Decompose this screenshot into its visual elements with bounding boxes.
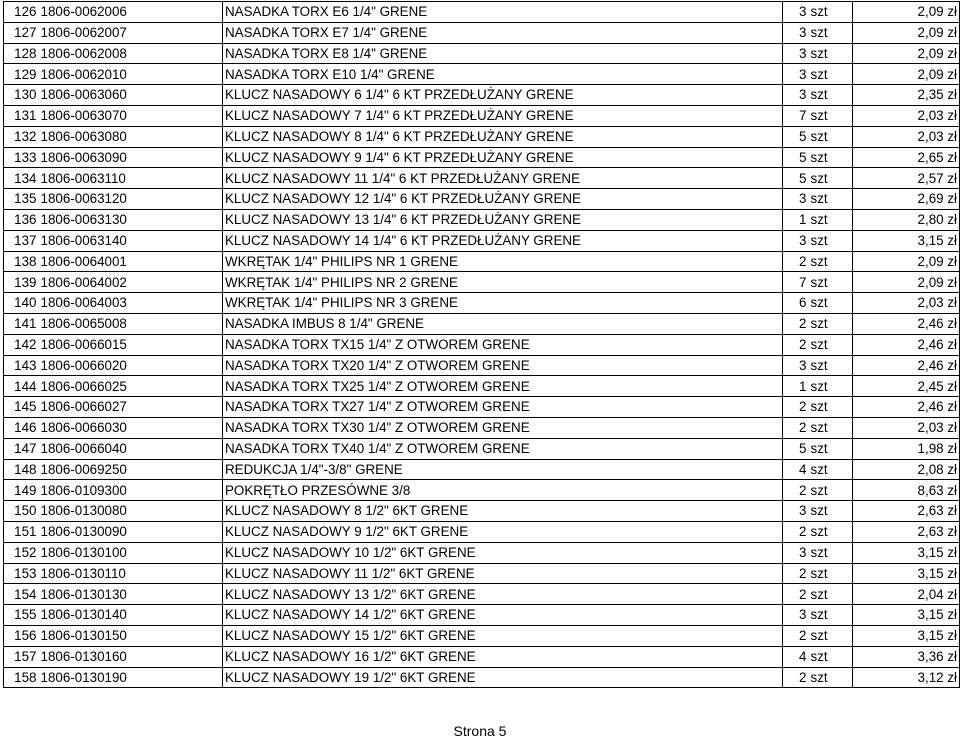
- product-code-cell: 1806-0063080: [39, 126, 223, 147]
- quantity-cell: 3: [783, 189, 809, 210]
- unit-cell: szt: [809, 251, 853, 272]
- row-number-cell: 128: [4, 43, 39, 64]
- row-number-cell: 126: [4, 2, 39, 23]
- table-row: [4, 313, 960, 334]
- unit-cell: szt: [809, 230, 853, 251]
- price-cell: 2,09 zł: [853, 64, 960, 85]
- quantity-cell: 3: [783, 605, 809, 626]
- quantity-cell: 3: [783, 22, 809, 43]
- table-row: [4, 251, 960, 272]
- product-code-cell: 1806-0066027: [39, 397, 223, 418]
- product-name-cell: WKRĘTAK 1/4" PHILIPS NR 1 GRENE: [223, 251, 783, 272]
- unit-cell: szt: [809, 209, 853, 230]
- page-footer: [0, 724, 960, 738]
- price-cell: 2,57 zł: [853, 168, 960, 189]
- price-cell: 2,80 zł: [853, 209, 960, 230]
- unit-cell: szt: [809, 168, 853, 189]
- product-name-cell: NASADKA TORX E6 1/4" GRENE: [223, 2, 783, 23]
- price-cell: 2,63 zł: [853, 521, 960, 542]
- product-code-cell: 1806-0062010: [39, 64, 223, 85]
- product-code-cell: 1806-0066040: [39, 438, 223, 459]
- table-row: [4, 230, 960, 251]
- product-name-cell: NASADKA TORX TX30 1/4" Z OTWOREM GRENE: [223, 417, 783, 438]
- row-number-cell: 150: [4, 501, 39, 522]
- row-number-cell: 153: [4, 563, 39, 584]
- product-code-cell: 1806-0065008: [39, 313, 223, 334]
- quantity-cell: 7: [783, 272, 809, 293]
- unit-cell: szt: [809, 480, 853, 501]
- product-name-cell: NASADKA TORX E8 1/4" GRENE: [223, 43, 783, 64]
- quantity-cell: 2: [783, 251, 809, 272]
- price-cell: 3,15 zł: [853, 625, 960, 646]
- row-number-cell: 151: [4, 521, 39, 542]
- product-code-cell: 1806-0066020: [39, 355, 223, 376]
- table-row: [4, 168, 960, 189]
- product-code-cell: 1806-0063140: [39, 230, 223, 251]
- unit-cell: szt: [809, 417, 853, 438]
- product-code-cell: 1806-0062008: [39, 43, 223, 64]
- product-code-cell: 1806-0130080: [39, 501, 223, 522]
- row-number-cell: 147: [4, 438, 39, 459]
- row-number-cell: 134: [4, 168, 39, 189]
- product-name-cell: KLUCZ NASADOWY 9 1/4" 6 KT PRZEDŁUŻANY GRENE: [223, 147, 783, 168]
- product-name-cell: NASADKA TORX TX20 1/4" Z OTWOREM GRENE: [223, 355, 783, 376]
- table-row: [4, 584, 960, 605]
- product-name-cell: KLUCZ NASADOWY 16 1/2" 6KT GRENE: [223, 646, 783, 667]
- unit-cell: szt: [809, 625, 853, 646]
- table-row: [4, 22, 960, 43]
- price-cell: 2,09 zł: [853, 2, 960, 23]
- row-number-cell: 157: [4, 646, 39, 667]
- row-number-cell: 127: [4, 22, 39, 43]
- product-code-cell: 1806-0130140: [39, 605, 223, 626]
- quantity-cell: 5: [783, 438, 809, 459]
- product-code-cell: 1806-0063090: [39, 147, 223, 168]
- table-row: [4, 397, 960, 418]
- product-name-cell: KLUCZ NASADOWY 7 1/4" 6 KT PRZEDŁUŻANY GRENE: [223, 105, 783, 126]
- product-code-cell: 1806-0062007: [39, 22, 223, 43]
- row-number-cell: 136: [4, 209, 39, 230]
- price-cell: 2,46 zł: [853, 355, 960, 376]
- table-row: [4, 293, 960, 314]
- row-number-cell: 139: [4, 272, 39, 293]
- price-cell: 2,03 zł: [853, 126, 960, 147]
- quantity-cell: 2: [783, 521, 809, 542]
- product-name-cell: KLUCZ NASADOWY 14 1/2" 6KT GRENE: [223, 605, 783, 626]
- product-code-cell: 1806-0130090: [39, 521, 223, 542]
- product-name-cell: KLUCZ NASADOWY 19 1/2" 6KT GRENE: [223, 667, 783, 688]
- unit-cell: szt: [809, 501, 853, 522]
- product-name-cell: REDUKCJA 1/4"-3/8" GRENE: [223, 459, 783, 480]
- table-row: [4, 105, 960, 126]
- product-name-cell: KLUCZ NASADOWY 13 1/4" 6 KT PRZEDŁUŻANY GRENE: [223, 209, 783, 230]
- unit-cell: szt: [809, 521, 853, 542]
- price-cell: 3,15 zł: [853, 605, 960, 626]
- price-list-table: [3, 1, 960, 688]
- product-name-cell: KLUCZ NASADOWY 11 1/4" 6 KT PRZEDŁUŻANY GRENE: [223, 168, 783, 189]
- table-row: [4, 189, 960, 210]
- price-cell: 2,03 zł: [853, 105, 960, 126]
- unit-cell: szt: [809, 293, 853, 314]
- quantity-cell: 2: [783, 625, 809, 646]
- product-code-cell: 1806-0130160: [39, 646, 223, 667]
- product-code-cell: 1806-0130100: [39, 542, 223, 563]
- row-number-cell: 129: [4, 64, 39, 85]
- row-number-cell: 130: [4, 85, 39, 106]
- row-number-cell: 133: [4, 147, 39, 168]
- table-row: [4, 209, 960, 230]
- price-cell: 3,12 zł: [853, 667, 960, 688]
- unit-cell: szt: [809, 64, 853, 85]
- quantity-cell: 3: [783, 43, 809, 64]
- row-number-cell: 132: [4, 126, 39, 147]
- product-code-cell: 1806-0063060: [39, 85, 223, 106]
- row-number-cell: 138: [4, 251, 39, 272]
- quantity-cell: 2: [783, 334, 809, 355]
- row-number-cell: 135: [4, 189, 39, 210]
- quantity-cell: 3: [783, 355, 809, 376]
- quantity-cell: 2: [783, 397, 809, 418]
- price-cell: 3,36 zł: [853, 646, 960, 667]
- quantity-cell: 1: [783, 209, 809, 230]
- unit-cell: szt: [809, 397, 853, 418]
- price-cell: 2,04 zł: [853, 584, 960, 605]
- unit-cell: szt: [809, 147, 853, 168]
- page-number: Strona 5: [453, 723, 507, 739]
- table-row: [4, 85, 960, 106]
- unit-cell: szt: [809, 355, 853, 376]
- product-name-cell: KLUCZ NASADOWY 14 1/4" 6 KT PRZEDŁUŻANY GRENE: [223, 230, 783, 251]
- table-row: [4, 376, 960, 397]
- quantity-cell: 4: [783, 646, 809, 667]
- quantity-cell: 7: [783, 105, 809, 126]
- table-row: [4, 64, 960, 85]
- price-cell: 3,15 zł: [853, 542, 960, 563]
- row-number-cell: 152: [4, 542, 39, 563]
- row-number-cell: 137: [4, 230, 39, 251]
- table-row: [4, 521, 960, 542]
- table-row: [4, 334, 960, 355]
- product-name-cell: NASADKA IMBUS 8 1/4" GRENE: [223, 313, 783, 334]
- price-cell: 2,46 zł: [853, 313, 960, 334]
- product-name-cell: POKRĘTŁO PRZESÓWNE 3/8: [223, 480, 783, 501]
- unit-cell: szt: [809, 2, 853, 23]
- price-cell: 2,46 zł: [853, 334, 960, 355]
- price-cell: 3,15 zł: [853, 230, 960, 251]
- table-row: [4, 126, 960, 147]
- quantity-cell: 6: [783, 293, 809, 314]
- price-cell: 2,45 zł: [853, 376, 960, 397]
- row-number-cell: 154: [4, 584, 39, 605]
- quantity-cell: 3: [783, 230, 809, 251]
- unit-cell: szt: [809, 313, 853, 334]
- product-name-cell: WKRĘTAK 1/4" PHILIPS NR 2 GRENE: [223, 272, 783, 293]
- product-name-cell: NASADKA TORX TX27 1/4" Z OTWOREM GRENE: [223, 397, 783, 418]
- price-cell: 2,69 zł: [853, 189, 960, 210]
- unit-cell: szt: [809, 126, 853, 147]
- price-cell: 8,63 zł: [853, 480, 960, 501]
- quantity-cell: 2: [783, 417, 809, 438]
- product-name-cell: KLUCZ NASADOWY 11 1/2" 6KT GRENE: [223, 563, 783, 584]
- product-code-cell: 1806-0063120: [39, 189, 223, 210]
- quantity-cell: 4: [783, 459, 809, 480]
- product-code-cell: 1806-0063130: [39, 209, 223, 230]
- unit-cell: szt: [809, 189, 853, 210]
- product-code-cell: 1806-0109300: [39, 480, 223, 501]
- price-cell: 2,46 zł: [853, 397, 960, 418]
- price-cell: 3,15 zł: [853, 563, 960, 584]
- table-row: [4, 438, 960, 459]
- quantity-cell: 5: [783, 126, 809, 147]
- row-number-cell: 156: [4, 625, 39, 646]
- product-code-cell: 1806-0066015: [39, 334, 223, 355]
- product-code-cell: 1806-0130190: [39, 667, 223, 688]
- quantity-cell: 1: [783, 376, 809, 397]
- row-number-cell: 145: [4, 397, 39, 418]
- product-name-cell: KLUCZ NASADOWY 9 1/2" 6KT GRENE: [223, 521, 783, 542]
- price-cell: 2,63 zł: [853, 501, 960, 522]
- product-name-cell: KLUCZ NASADOWY 15 1/2" 6KT GRENE: [223, 625, 783, 646]
- table-row: [4, 43, 960, 64]
- quantity-cell: 5: [783, 168, 809, 189]
- quantity-cell: 3: [783, 501, 809, 522]
- table-row: [4, 501, 960, 522]
- quantity-cell: 2: [783, 667, 809, 688]
- product-code-cell: 1806-0063110: [39, 168, 223, 189]
- price-cell: 2,65 zł: [853, 147, 960, 168]
- product-name-cell: NASADKA TORX TX40 1/4" Z OTWOREM GRENE: [223, 438, 783, 459]
- table-row: [4, 417, 960, 438]
- product-code-cell: 1806-0063070: [39, 105, 223, 126]
- product-code-cell: 1806-0064003: [39, 293, 223, 314]
- product-name-cell: KLUCZ NASADOWY 8 1/4" 6 KT PRZEDŁUŻANY GRENE: [223, 126, 783, 147]
- table-row: [4, 542, 960, 563]
- table-row: [4, 2, 960, 23]
- table-row: [4, 459, 960, 480]
- unit-cell: szt: [809, 22, 853, 43]
- product-code-cell: 1806-0130130: [39, 584, 223, 605]
- product-name-cell: KLUCZ NASADOWY 10 1/2" 6KT GRENE: [223, 542, 783, 563]
- quantity-cell: 2: [783, 563, 809, 584]
- price-cell: 2,09 zł: [853, 251, 960, 272]
- product-code-cell: 1806-0066030: [39, 417, 223, 438]
- product-code-cell: 1806-0066025: [39, 376, 223, 397]
- unit-cell: szt: [809, 334, 853, 355]
- product-name-cell: KLUCZ NASADOWY 8 1/2" 6KT GRENE: [223, 501, 783, 522]
- quantity-cell: 3: [783, 2, 809, 23]
- product-name-cell: NASADKA TORX E7 1/4" GRENE: [223, 22, 783, 43]
- quantity-cell: 2: [783, 313, 809, 334]
- row-number-cell: 141: [4, 313, 39, 334]
- product-name-cell: KLUCZ NASADOWY 13 1/2" 6KT GRENE: [223, 584, 783, 605]
- row-number-cell: 143: [4, 355, 39, 376]
- row-number-cell: 142: [4, 334, 39, 355]
- table-row: [4, 480, 960, 501]
- price-cell: 2,09 zł: [853, 22, 960, 43]
- product-code-cell: 1806-0062006: [39, 2, 223, 23]
- unit-cell: szt: [809, 43, 853, 64]
- unit-cell: szt: [809, 667, 853, 688]
- table-row: [4, 625, 960, 646]
- table-row: [4, 646, 960, 667]
- row-number-cell: 149: [4, 480, 39, 501]
- product-name-cell: KLUCZ NASADOWY 12 1/4" 6 KT PRZEDŁUŻANY GRENE: [223, 189, 783, 210]
- unit-cell: szt: [809, 605, 853, 626]
- row-number-cell: 158: [4, 667, 39, 688]
- product-name-cell: NASADKA TORX E10 1/4" GRENE: [223, 64, 783, 85]
- price-cell: 1,98 zł: [853, 438, 960, 459]
- row-number-cell: 140: [4, 293, 39, 314]
- price-cell: 2,35 zł: [853, 85, 960, 106]
- row-number-cell: 131: [4, 105, 39, 126]
- unit-cell: szt: [809, 376, 853, 397]
- table-row: [4, 355, 960, 376]
- unit-cell: szt: [809, 105, 853, 126]
- unit-cell: szt: [809, 272, 853, 293]
- table-row: [4, 563, 960, 584]
- quantity-cell: 3: [783, 542, 809, 563]
- unit-cell: szt: [809, 542, 853, 563]
- product-code-cell: 1806-0130150: [39, 625, 223, 646]
- product-code-cell: 1806-0064002: [39, 272, 223, 293]
- product-name-cell: WKRĘTAK 1/4" PHILIPS NR 3 GRENE: [223, 293, 783, 314]
- product-code-cell: 1806-0069250: [39, 459, 223, 480]
- quantity-cell: 2: [783, 480, 809, 501]
- price-cell: 2,09 zł: [853, 272, 960, 293]
- unit-cell: szt: [809, 85, 853, 106]
- table-row: [4, 605, 960, 626]
- product-code-cell: 1806-0064001: [39, 251, 223, 272]
- unit-cell: szt: [809, 584, 853, 605]
- quantity-cell: 3: [783, 64, 809, 85]
- table-row: [4, 147, 960, 168]
- quantity-cell: 3: [783, 85, 809, 106]
- table-row: [4, 667, 960, 688]
- table-row: [4, 272, 960, 293]
- price-cell: 2,03 zł: [853, 293, 960, 314]
- unit-cell: szt: [809, 438, 853, 459]
- quantity-cell: 5: [783, 147, 809, 168]
- unit-cell: szt: [809, 563, 853, 584]
- price-cell: 2,08 zł: [853, 459, 960, 480]
- product-code-cell: 1806-0130110: [39, 563, 223, 584]
- row-number-cell: 144: [4, 376, 39, 397]
- row-number-cell: 155: [4, 605, 39, 626]
- unit-cell: szt: [809, 459, 853, 480]
- product-name-cell: KLUCZ NASADOWY 6 1/4" 6 KT PRZEDŁUŻANY GRENE: [223, 85, 783, 106]
- price-cell: 2,03 zł: [853, 417, 960, 438]
- row-number-cell: 146: [4, 417, 39, 438]
- quantity-cell: 2: [783, 584, 809, 605]
- unit-cell: szt: [809, 646, 853, 667]
- product-name-cell: NASADKA TORX TX25 1/4" Z OTWOREM GRENE: [223, 376, 783, 397]
- row-number-cell: 148: [4, 459, 39, 480]
- product-name-cell: NASADKA TORX TX15 1/4" Z OTWOREM GRENE: [223, 334, 783, 355]
- price-cell: 2,09 zł: [853, 43, 960, 64]
- price-list-body: [4, 2, 960, 688]
